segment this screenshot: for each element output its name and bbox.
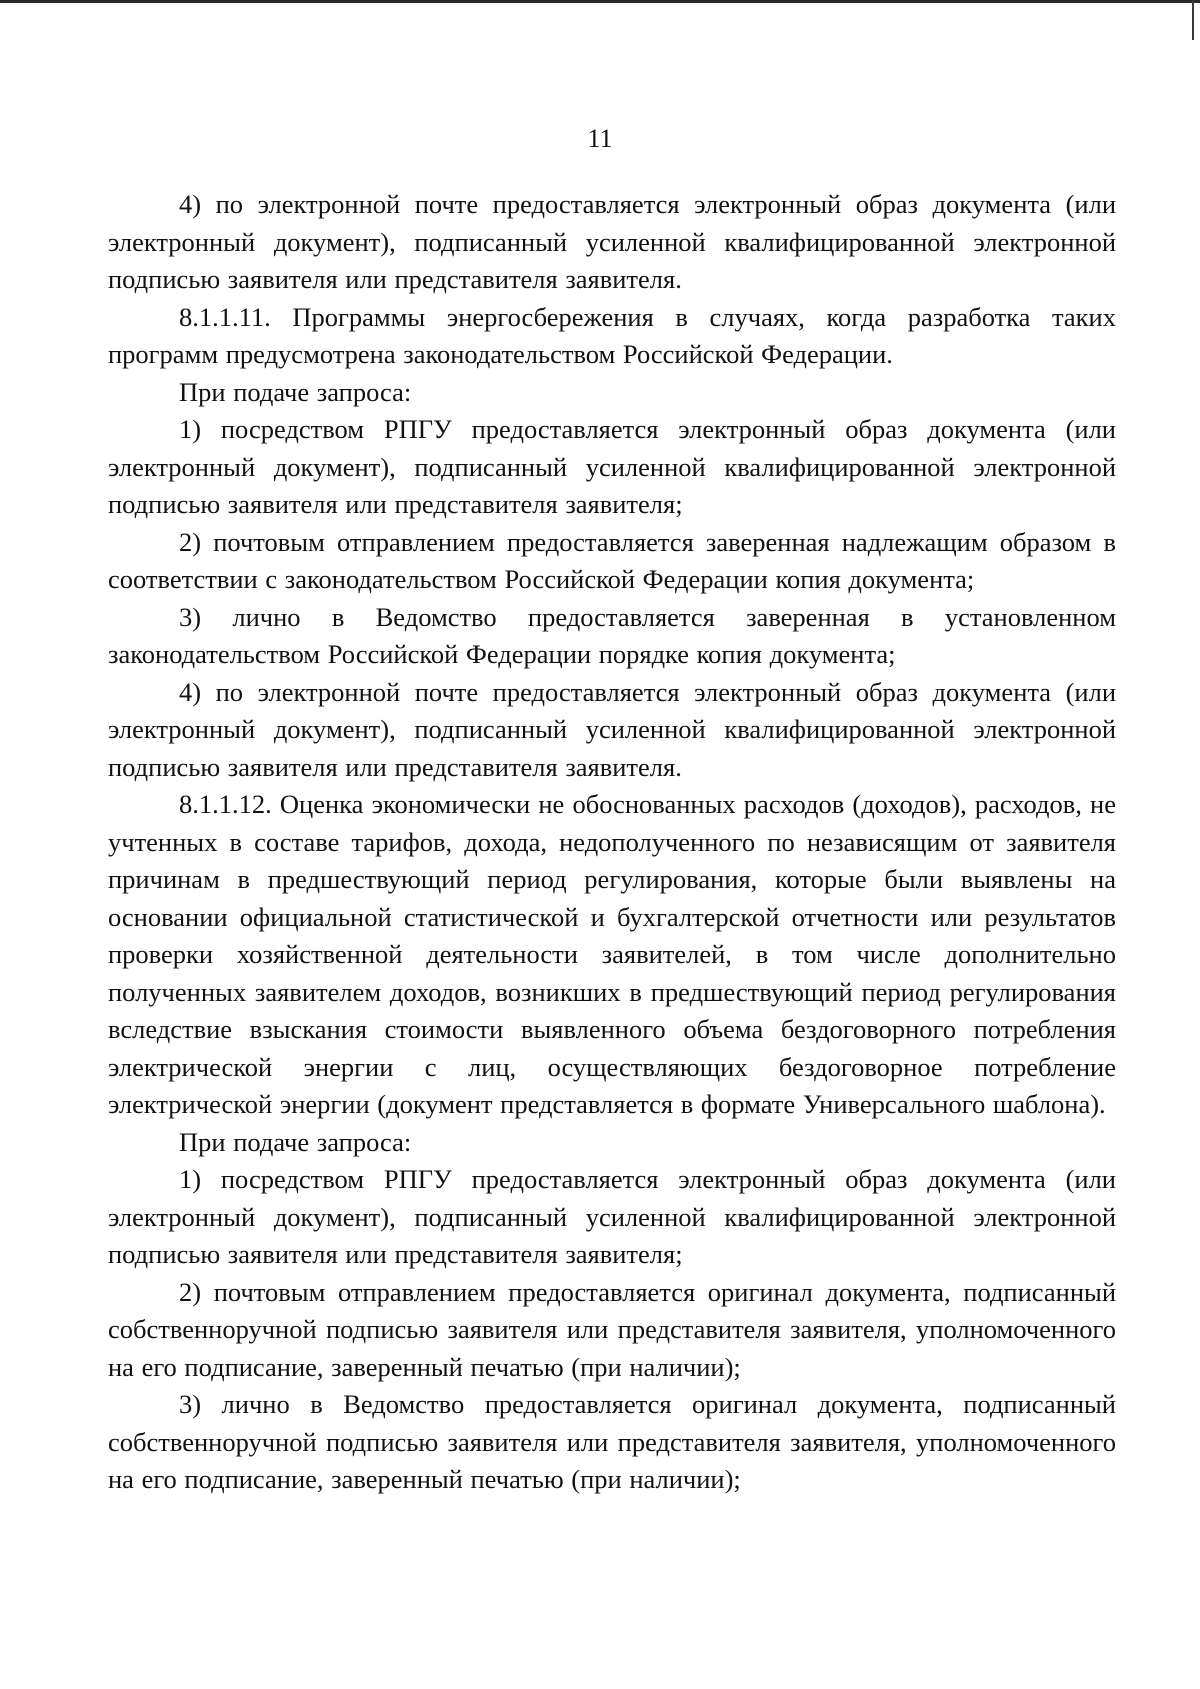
paragraph-request-intro-2: При подаче запроса:	[179, 1126, 412, 1157]
paragraph-section-8-1-1-11: 8.1.1.11. Программы энергосбережения в случаях, когда разработка таких программ предусмотрена законодательством Российской Федерации.	[108, 301, 1116, 369]
document-body	[108, 186, 1116, 1499]
paragraph-item-3-in-person-1: 3) лично в Ведомство предоставляется заверенная в установленном законодательством Российской Федерации порядке копия документа;	[108, 601, 1116, 669]
paragraph-section-8-1-1-12: 8.1.1.12. Оценка экономически не обоснованных расходов (доходов), расходов, не учтенных в составе тарифов, дохода, недополученного по независящим от заявителя причинам в предшествующий период регулирования, которые были выявлены на основании официальной статистической и бухгалтерской отчетности или результатов проверки хозяйственной деятельности заявителей, в том числе дополнительно полученных заявителем доходов, возникших в предшествующий период регулирования вследствие взыскания стоимости выявленного объема бездоговорного потребления электрической энергии с лиц, осуществляющих бездоговорное потребление электрической энергии (документ представляется в формате Универсального шаблона).	[108, 789, 1116, 1119]
paragraph-item-3-in-person-2: 3) лично в Ведомство предоставляется оригинал документа, подписанный собственноручной подписью заявителя или представителя заявителя, уполномоченного на его подписание, заверенный печатью (при наличии);	[108, 1389, 1116, 1494]
paragraph-item-4-email-1: 4) по электронной почте предоставляется электронный образ документа (или электронный документ), подписанный усиленной квалифицированной электронной подписью заявителя или представителя заявителя.	[108, 189, 1116, 294]
scan-right-edge-mark	[1192, 0, 1194, 40]
paragraph-item-2-post-1: 2) почтовым отправлением предоставляется заверенная надлежащим образом в соответствии с законодательством Российской Федерации копия документа;	[108, 526, 1116, 594]
paragraph-item-1-rpgu-2: 1) посредством РПГУ предоставляется электронный образ документа (или электронный документ), подписанный усиленной квалифицированной электронной подписью заявителя или представителя заявителя;	[108, 1164, 1116, 1269]
scan-top-border	[0, 0, 1200, 3]
paragraph-item-4-email-2: 4) по электронной почте предоставляется электронный образ документа (или электронный документ), подписанный усиленной квалифицированной электронной подписью заявителя или представителя заявителя.	[108, 676, 1116, 782]
page-number: 11	[587, 124, 613, 153]
paragraph-item-2-post-2: 2) почтовым отправлением предоставляется оригинал документа, подписанный собственноручной подписью заявителя или представителя заявителя, уполномоченного на его подписание, заверенный печатью (при наличии);	[108, 1276, 1116, 1382]
paragraph-request-intro-1: При подаче запроса:	[179, 376, 412, 407]
paragraph-item-1-rpgu-1: 1) посредством РПГУ предоставляется электронный образ документа (или электронный документ), подписанный усиленной квалифицированной электронной подписью заявителя или представителя заявителя;	[108, 414, 1116, 519]
